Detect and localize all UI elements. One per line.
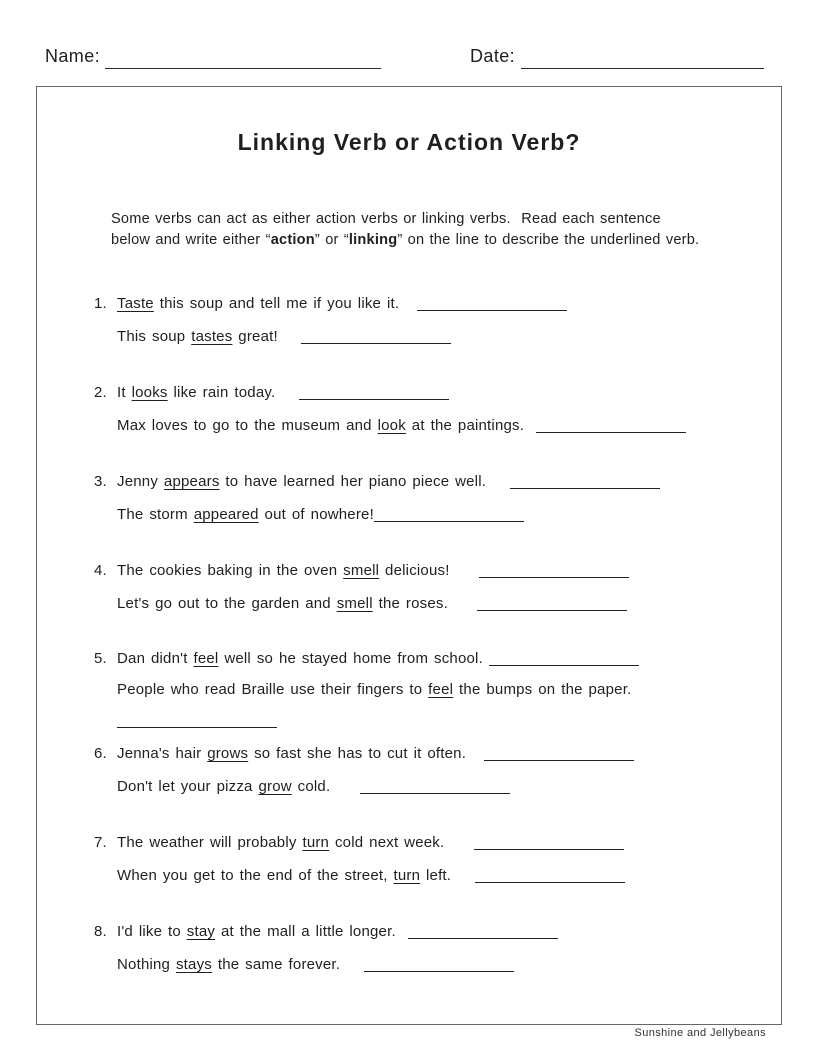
question-number: 3. — [94, 473, 107, 490]
sentence — [117, 587, 761, 620]
sentence — [117, 409, 761, 442]
question — [94, 737, 761, 803]
sentence — [117, 498, 761, 531]
sentence — [117, 826, 761, 859]
sentence-text: Don't let your pizza — [117, 778, 259, 795]
answer-blank-line — [360, 790, 510, 794]
sentence — [117, 554, 761, 587]
question — [94, 915, 761, 981]
question-lines — [117, 915, 761, 981]
sentence-text: The weather will probably — [117, 834, 303, 851]
sentence-text: This soup — [117, 328, 192, 345]
sentence — [117, 915, 761, 948]
answer-blank-line — [479, 574, 629, 578]
underlined-verb: turn — [393, 867, 421, 884]
date-label: Date: — [470, 46, 516, 66]
sentence-text: cold. — [291, 778, 360, 795]
sentence — [117, 948, 761, 981]
question — [94, 643, 761, 736]
answer-blank-line — [489, 662, 639, 666]
sentence — [117, 376, 761, 409]
footer-credit: Sunshine and Jellybeans — [634, 1027, 766, 1039]
sentence-text: Jenna's hair — [117, 745, 208, 762]
question-lines — [117, 376, 761, 442]
underlined-verb: looks — [131, 384, 168, 401]
underlined-verb: feel — [193, 650, 219, 667]
sentence-text: at the mall a little longer. — [215, 923, 408, 940]
sentence-text: Let's go out to the garden and — [117, 595, 337, 612]
question-number: 1. — [94, 295, 107, 312]
answer-blank-line — [117, 724, 277, 728]
underlined-verb: grow — [258, 778, 292, 795]
underlined-verb: turn — [302, 834, 330, 851]
question-number: 8. — [94, 923, 107, 940]
name-field — [45, 46, 381, 67]
sentence — [117, 320, 761, 353]
question-lines — [117, 287, 761, 353]
answer-blank-line — [475, 879, 625, 883]
underlined-verb: stay — [186, 923, 216, 940]
sentence-text: this soup and tell me if you like it. — [153, 295, 417, 312]
instructions-text: ” or “ — [314, 231, 349, 248]
sentence-text: Dan didn't — [117, 650, 194, 667]
instructions-text: Some verbs can act as either action verbs or linking verbs. Read each sentence below and write either “ — [111, 211, 667, 248]
sentence-text: the same forever. — [212, 956, 364, 973]
sentence-text: People who read Braille use their fingers to — [117, 681, 429, 698]
underlined-verb: appeared — [193, 506, 259, 523]
question-list — [37, 287, 781, 981]
answer-blank-line — [477, 607, 627, 611]
sentence-text: like rain today. — [167, 384, 299, 401]
underlined-verb: smell — [343, 562, 380, 579]
question-number: 4. — [94, 562, 107, 579]
sentence — [117, 643, 761, 674]
instructions-text: ” on the line to describe the underlined verb. — [397, 231, 700, 248]
underlined-verb: look — [377, 417, 406, 434]
answer-blank-line — [417, 307, 567, 311]
answer-blank-line — [474, 846, 624, 850]
question-lines — [117, 826, 761, 892]
underlined-verb: feel — [428, 681, 454, 698]
answer-blank-line — [408, 935, 558, 939]
name-label: Name: — [45, 46, 101, 66]
answer-blank-line — [364, 968, 514, 972]
sentence-text: great! — [232, 328, 302, 345]
sentence-text: I'd like to — [117, 923, 187, 940]
sentence — [117, 770, 761, 803]
sentence-text: delicious! — [379, 562, 479, 579]
answer-blank-line — [484, 757, 634, 761]
underlined-verb: Taste — [117, 295, 154, 312]
sentence-text: the bumps on the paper. — [453, 681, 632, 698]
worksheet-border-box — [36, 86, 782, 1025]
underlined-verb: appears — [163, 473, 220, 490]
sentence-text: well so he stayed home from school. — [218, 650, 489, 667]
answer-blank-line — [510, 485, 660, 489]
underlined-verb: grows — [207, 745, 249, 762]
instructions — [111, 209, 703, 250]
date-field — [470, 46, 764, 67]
sentence-text: at the paintings. — [405, 417, 536, 434]
sentence-text: cold next week. — [329, 834, 474, 851]
sentence-text: Jenny — [117, 473, 164, 490]
sentence-text: The cookies baking in the oven — [117, 562, 344, 579]
answer-blank-line — [301, 340, 451, 344]
sentence-text: the roses. — [372, 595, 478, 612]
underlined-verb: tastes — [191, 328, 233, 345]
sentence-text: so fast she has to cut it often. — [248, 745, 484, 762]
question-number: 7. — [94, 834, 107, 851]
sentence — [117, 859, 761, 892]
sentence — [117, 737, 761, 770]
question — [94, 465, 761, 531]
question-number: 5. — [94, 650, 107, 667]
worksheet-title: Linking Verb or Action Verb? — [237, 129, 581, 155]
question — [94, 554, 761, 620]
sentence-text: Nothing — [117, 956, 176, 973]
question-number: 2. — [94, 384, 107, 401]
question-lines — [117, 465, 761, 531]
question-lines — [117, 554, 761, 620]
instructions-bold-action: action — [270, 231, 315, 248]
sentence-text: The storm — [117, 506, 194, 523]
instructions-bold-linking: linking — [348, 231, 398, 248]
header — [45, 46, 768, 67]
sentence-text: left. — [420, 867, 475, 884]
underlined-verb: stays — [175, 956, 212, 973]
sentence-text: Max loves to go to the museum and — [117, 417, 378, 434]
sentence-text: out of nowhere! — [258, 506, 374, 523]
question — [94, 287, 761, 353]
answer-blank-line — [374, 518, 524, 522]
question-lines — [117, 643, 761, 736]
question — [94, 376, 761, 442]
sentence-text: When you get to the end of the street, — [117, 867, 394, 884]
sentence-text: to have learned her piano piece well. — [219, 473, 510, 490]
sentence — [117, 465, 761, 498]
question-number: 6. — [94, 745, 107, 762]
underlined-verb: smell — [336, 595, 373, 612]
name-blank-line — [105, 67, 381, 69]
date-blank-line — [521, 67, 764, 69]
sentence-continuation — [117, 705, 761, 736]
sentence — [117, 674, 761, 705]
answer-blank-line — [536, 429, 686, 433]
answer-blank-line — [299, 396, 449, 400]
sentence — [117, 287, 761, 320]
question — [94, 826, 761, 892]
sentence-text: It — [117, 384, 132, 401]
question-lines — [117, 737, 761, 803]
